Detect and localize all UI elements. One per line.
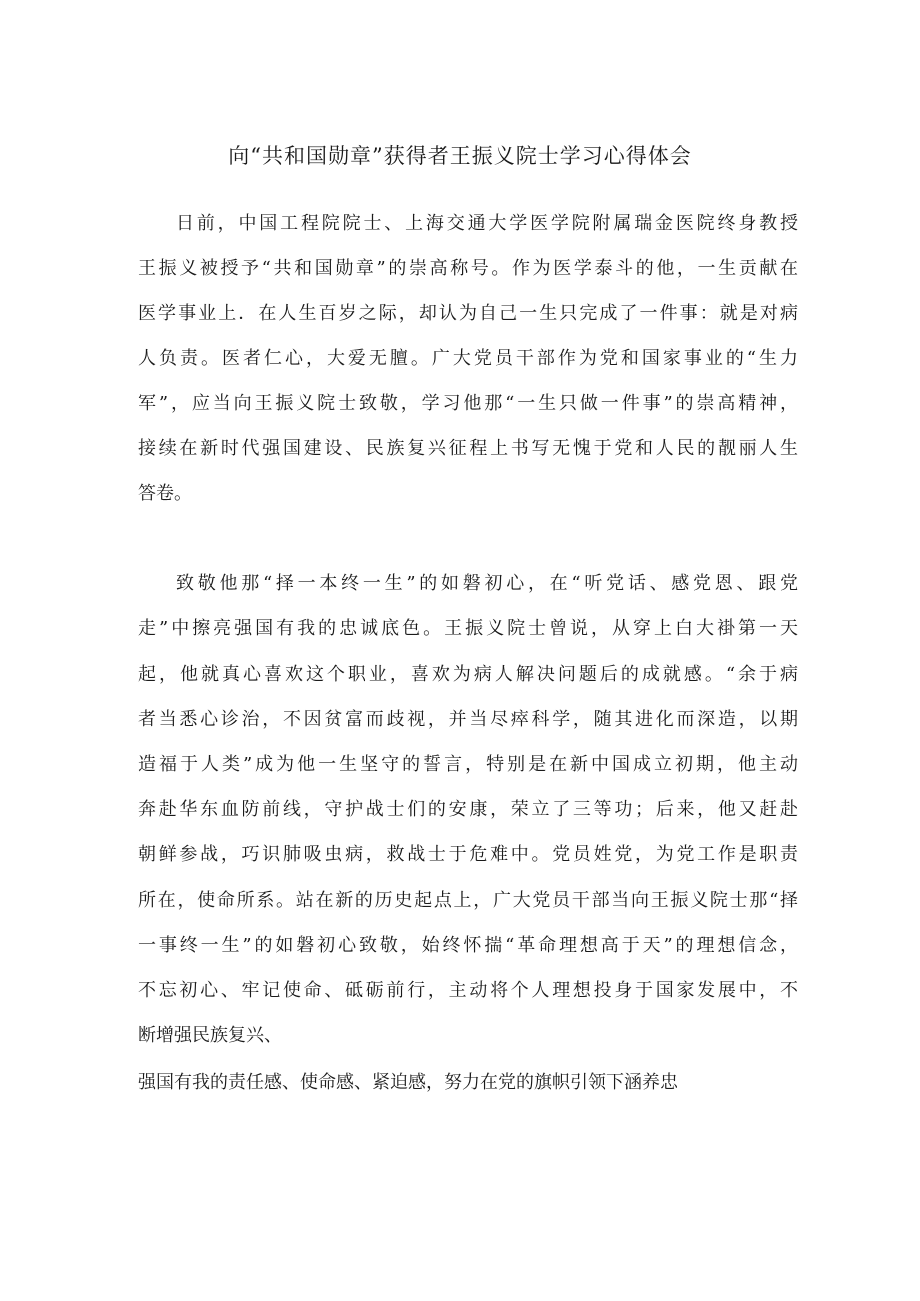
paragraph-2-line-6: 奔赴华东血防前线，守护战士们的安康，荣立了三等功；后来，他又赶赴 (138, 799, 798, 820)
paragraph-2-line-1: 致敬他那“择一本终一生”的如磐初心，在“听党话、感党恩、跟党 (176, 573, 798, 594)
paragraph-2-line-11: 断增强民族复兴、 (138, 1025, 282, 1046)
paragraph-1-line-6: 接续在新时代强国建设、民族复兴征程上书写无愧于党和人民的靓丽人生 (138, 438, 798, 459)
paragraph-1-line-4: 人负责。医者仁心，大爱无膻。广大党员干部作为党和国家事业的“生力 (138, 348, 798, 369)
paragraph-2-line-5: 造福于人类”成为他一生坚守的誓言，特别是在新中国成立初期，他主动 (138, 754, 798, 775)
paragraph-1-line-3: 医学事业上．在人生百岁之际，却认为自己一生只完成了一件事：就是对病 (138, 303, 798, 324)
paragraph-3-line-1: 强国有我的责任感、使命感、紧迫感，努力在党的旗帜引领下涵养忠 (138, 1072, 678, 1093)
document-title: 向“共和国勋章”获得者王振义院士学习心得体会 (228, 144, 692, 168)
paragraph-1-line-2: 王振义被授予“共和国勋章”的崇高称号。作为医学泰斗的他，一生贡献在 (138, 258, 798, 279)
paragraph-1-line-1: 日前，中国工程院院士、上海交通大学医学院附属瑞金医院终身教授 (176, 213, 798, 234)
paragraph-2-line-4: 者当悉心诊治，不因贫富而歧视，并当尽瘁科学，随其进化而深造，以期 (138, 709, 798, 730)
paragraph-2-line-10: 不忘初心、牢记使命、砥砺前行，主动将个人理想投身于国家发展中，不 (138, 980, 798, 1001)
paragraph-1-line-5: 军”，应当向王振义院士致敬，学习他那“一生只做一件事”的崇高精神， (138, 393, 798, 414)
paragraph-2-line-8: 所在，使命所系。站在新的历史起点上，广大党员干部当向王振义院士那“择 (138, 890, 798, 911)
paragraph-2-line-3: 起，他就真心喜欢这个职业，喜欢为病人解决问题后的成就感。“余于病 (138, 664, 798, 685)
paragraph-2-line-9: 一事终一生”的如磐初心致敬，始终怀揣“革命理想高于天”的理想信念， (138, 935, 798, 956)
paragraph-1-line-7: 答卷。 (138, 483, 192, 504)
paragraph-2-line-7: 朝鲜参战，巧识肺吸虫病，救战士于危难中。党员姓党，为党工作是职责 (138, 844, 798, 865)
paragraph-2-line-2: 走”中擦亮强国有我的忠诚底色。王振义院士曾说，从穿上白大褂第一天 (138, 618, 798, 639)
